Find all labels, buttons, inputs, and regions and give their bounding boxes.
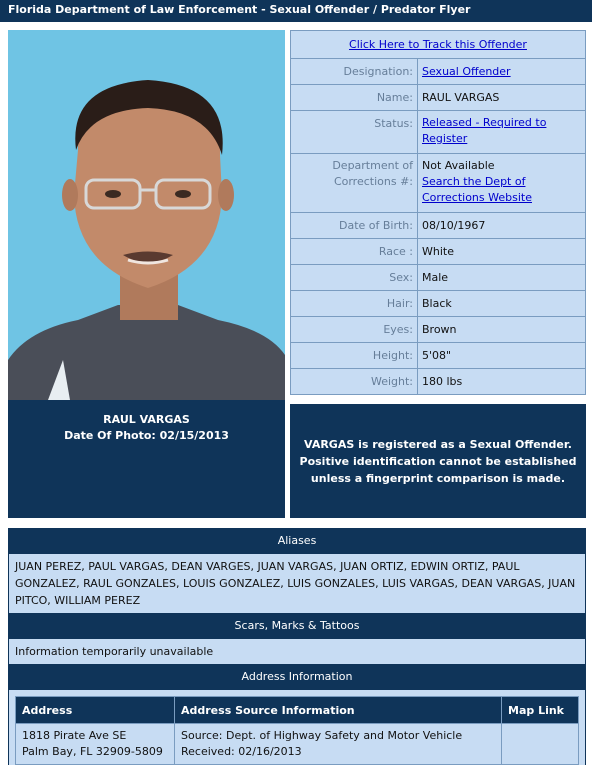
scars-heading: Scars, Marks & Tattoos [9, 613, 585, 639]
height-value: 5'08" [418, 343, 586, 369]
map-link-cell[interactable] [502, 724, 579, 765]
sex-label: Sex: [291, 265, 418, 291]
height-label: Height: [291, 343, 418, 369]
address-line-1: 1818 Pirate Ave SE [22, 729, 127, 742]
lower-sections [8, 528, 586, 765]
weight-label: Weight: [291, 369, 418, 395]
eyes-value: Brown [418, 317, 586, 343]
track-row [291, 31, 586, 59]
source-column-header: Address Source Information [175, 697, 502, 724]
dob-label: Date of Birth: [291, 213, 418, 239]
photo-date: Date Of Photo: 02/15/2013 [64, 429, 229, 442]
offender-photo [8, 30, 285, 400]
aliases-list: JUAN PEREZ, PAUL VARGAS, DEAN VARGES, JUAN VARGAS, JUAN ORTIZ, EDWIN ORTIZ, PAUL GONZALEZ, RAUL GONZALES, LOUIS GONZALEZ, LUIS GONZALES, LUIS VARGAS, DEAN VARGAS, JUAN PITCO, WILLIAM PEREZ [9, 554, 585, 613]
name-value: RAUL VARGAS [418, 85, 586, 111]
eyes-label: Eyes: [291, 317, 418, 343]
doc-value: Not Available [422, 159, 495, 172]
map-column-header: Map Link [502, 697, 579, 724]
source-line-2: Received: 02/16/2013 [181, 745, 302, 758]
address-line-2: Palm Bay, FL 32909-5809 [22, 745, 163, 758]
address-column-header: Address [16, 697, 175, 724]
doc-search-link[interactable]: Search the Dept of Corrections Website [422, 175, 532, 204]
status-label: Status: [291, 111, 418, 154]
offender-details-table [290, 30, 586, 395]
doc-label: Department of Corrections #: [291, 154, 418, 213]
aliases-heading: Aliases [9, 528, 585, 554]
dob-value: 08/10/1967 [418, 213, 586, 239]
race-value: White [418, 239, 586, 265]
address-table [15, 696, 579, 765]
weight-value: 180 lbs [418, 369, 586, 395]
name-label: Name: [291, 85, 418, 111]
table-row [16, 724, 579, 765]
photo-name: RAUL VARGAS [103, 413, 190, 426]
address-section [9, 690, 585, 765]
track-offender-link[interactable]: Click Here to Track this Offender [349, 38, 527, 51]
designation-label: Designation: [291, 59, 418, 85]
identification-notice: VARGAS is registered as a Sexual Offender. Positive identification cannot be established unless a fingerprint comparison is made. [290, 404, 586, 518]
portrait-image [8, 30, 285, 400]
page-header: Florida Department of Law Enforcement - Sexual Offender / Predator Flyer [0, 0, 592, 22]
race-label: Race : [291, 239, 418, 265]
hair-value: Black [418, 291, 586, 317]
sex-value: Male [418, 265, 586, 291]
hair-label: Hair: [291, 291, 418, 317]
designation-link[interactable]: Sexual Offender [422, 65, 511, 78]
photo-caption [8, 400, 285, 518]
status-link[interactable]: Released - Required to Register [422, 116, 547, 145]
address-heading: Address Information [9, 664, 585, 690]
scars-text: Information temporarily unavailable [9, 639, 585, 664]
source-line-1: Source: Dept. of Highway Safety and Motor Vehicle [181, 729, 463, 742]
